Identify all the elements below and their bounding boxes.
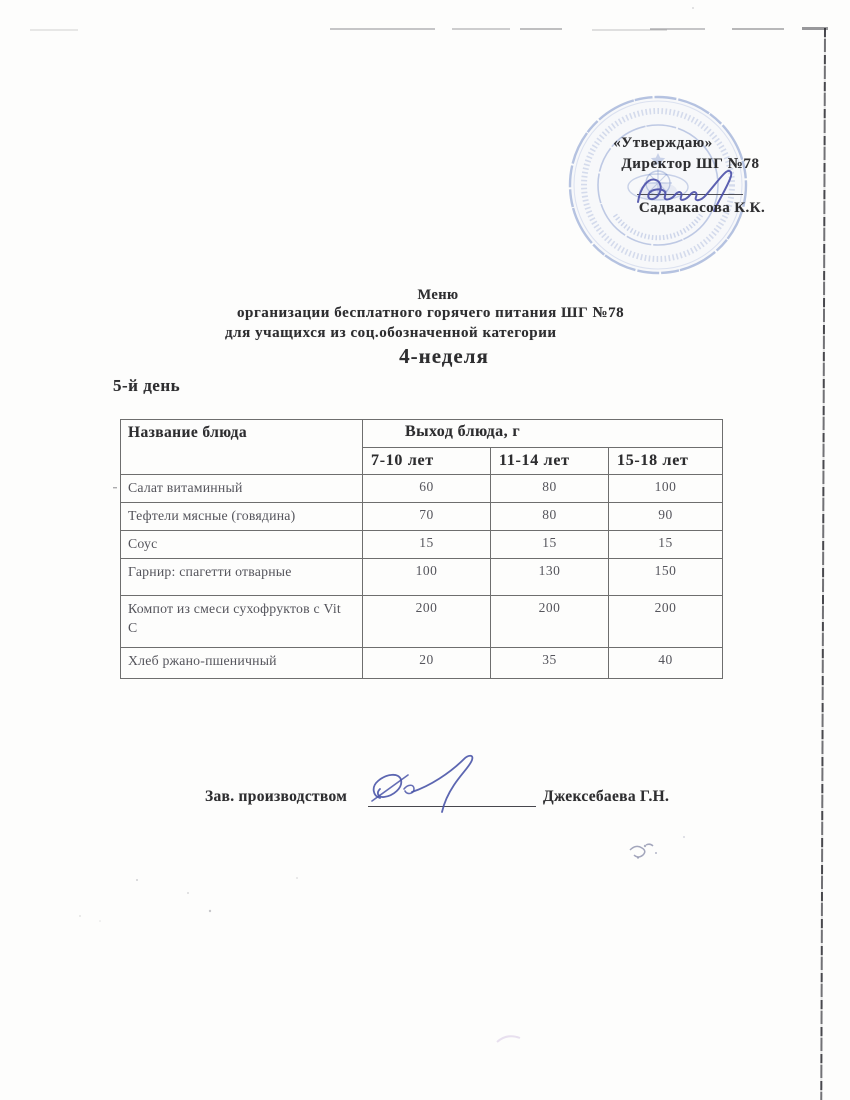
portion-value: 100 xyxy=(363,559,491,596)
approve-label: «Утверждаю» xyxy=(613,135,713,151)
portion-value: 150 xyxy=(609,559,723,596)
portion-value: 15 xyxy=(491,531,609,559)
col-header-age-7-10: 7-10 лет xyxy=(363,448,491,475)
director-name: Садвакасова К.К. xyxy=(638,200,766,216)
col-header-output-grams: Выход блюда, г xyxy=(363,420,723,448)
manager-name: Джексебаева Г.Н. xyxy=(543,788,670,805)
dish-name: Компот из смеси сухофруктов с Vit C xyxy=(121,596,363,648)
ink-speck xyxy=(655,852,657,854)
dish-name: Салат витаминный xyxy=(121,475,363,503)
portion-value: 90 xyxy=(609,503,723,531)
director-title: Директор ШГ №78 xyxy=(621,156,760,172)
ink-speck xyxy=(644,845,646,847)
menu-subtitle-organization: организации бесплатного горячего питания ШГ №78 xyxy=(237,305,625,321)
portion-value: 35 xyxy=(491,648,609,679)
col-header-age-11-14: 11-14 лет xyxy=(491,448,609,475)
portion-value: 200 xyxy=(363,596,491,648)
manager-label: Зав. производством xyxy=(205,788,348,805)
portion-value: 60 xyxy=(363,475,491,503)
dish-name: Соус xyxy=(121,531,363,559)
ink-speck xyxy=(683,836,685,838)
portion-value: 200 xyxy=(609,596,723,648)
scan-speck xyxy=(209,910,211,912)
menu-title: Меню xyxy=(417,287,459,303)
ink-speck xyxy=(637,857,639,859)
portion-value: 70 xyxy=(363,503,491,531)
ink-smudge xyxy=(630,844,653,857)
scan-speck xyxy=(99,920,101,922)
portion-value: 100 xyxy=(609,475,723,503)
portion-value: 80 xyxy=(491,475,609,503)
portion-value: 15 xyxy=(609,531,723,559)
portion-value: 80 xyxy=(491,503,609,531)
dish-name: Тефтели мясные (говядина) xyxy=(121,503,363,531)
day-label: 5-й день xyxy=(113,376,181,395)
scan-speck xyxy=(113,487,117,488)
dish-name: Хлеб ржано-пшеничный xyxy=(121,648,363,679)
menu-subtitle-category: для учащихся из соц.обозначенной категории xyxy=(225,325,557,341)
scan-speck-curve xyxy=(497,1036,520,1042)
portion-value: 130 xyxy=(491,559,609,596)
portion-value: 200 xyxy=(491,596,609,648)
dish-name: Гарнир: спагетти отварные xyxy=(121,559,363,596)
scan-speck xyxy=(296,877,298,879)
portion-value: 20 xyxy=(363,648,491,679)
week-label: 4-неделя xyxy=(399,344,489,368)
col-header-dish-name: Название блюда xyxy=(121,420,363,475)
col-header-age-15-18: 15-18 лет xyxy=(609,448,723,475)
scan-speck xyxy=(187,892,189,894)
scan-speck xyxy=(692,7,694,9)
portion-value: 40 xyxy=(609,648,723,679)
portion-value: 15 xyxy=(363,531,491,559)
scan-speck xyxy=(136,879,138,881)
scan-speck xyxy=(79,915,81,917)
